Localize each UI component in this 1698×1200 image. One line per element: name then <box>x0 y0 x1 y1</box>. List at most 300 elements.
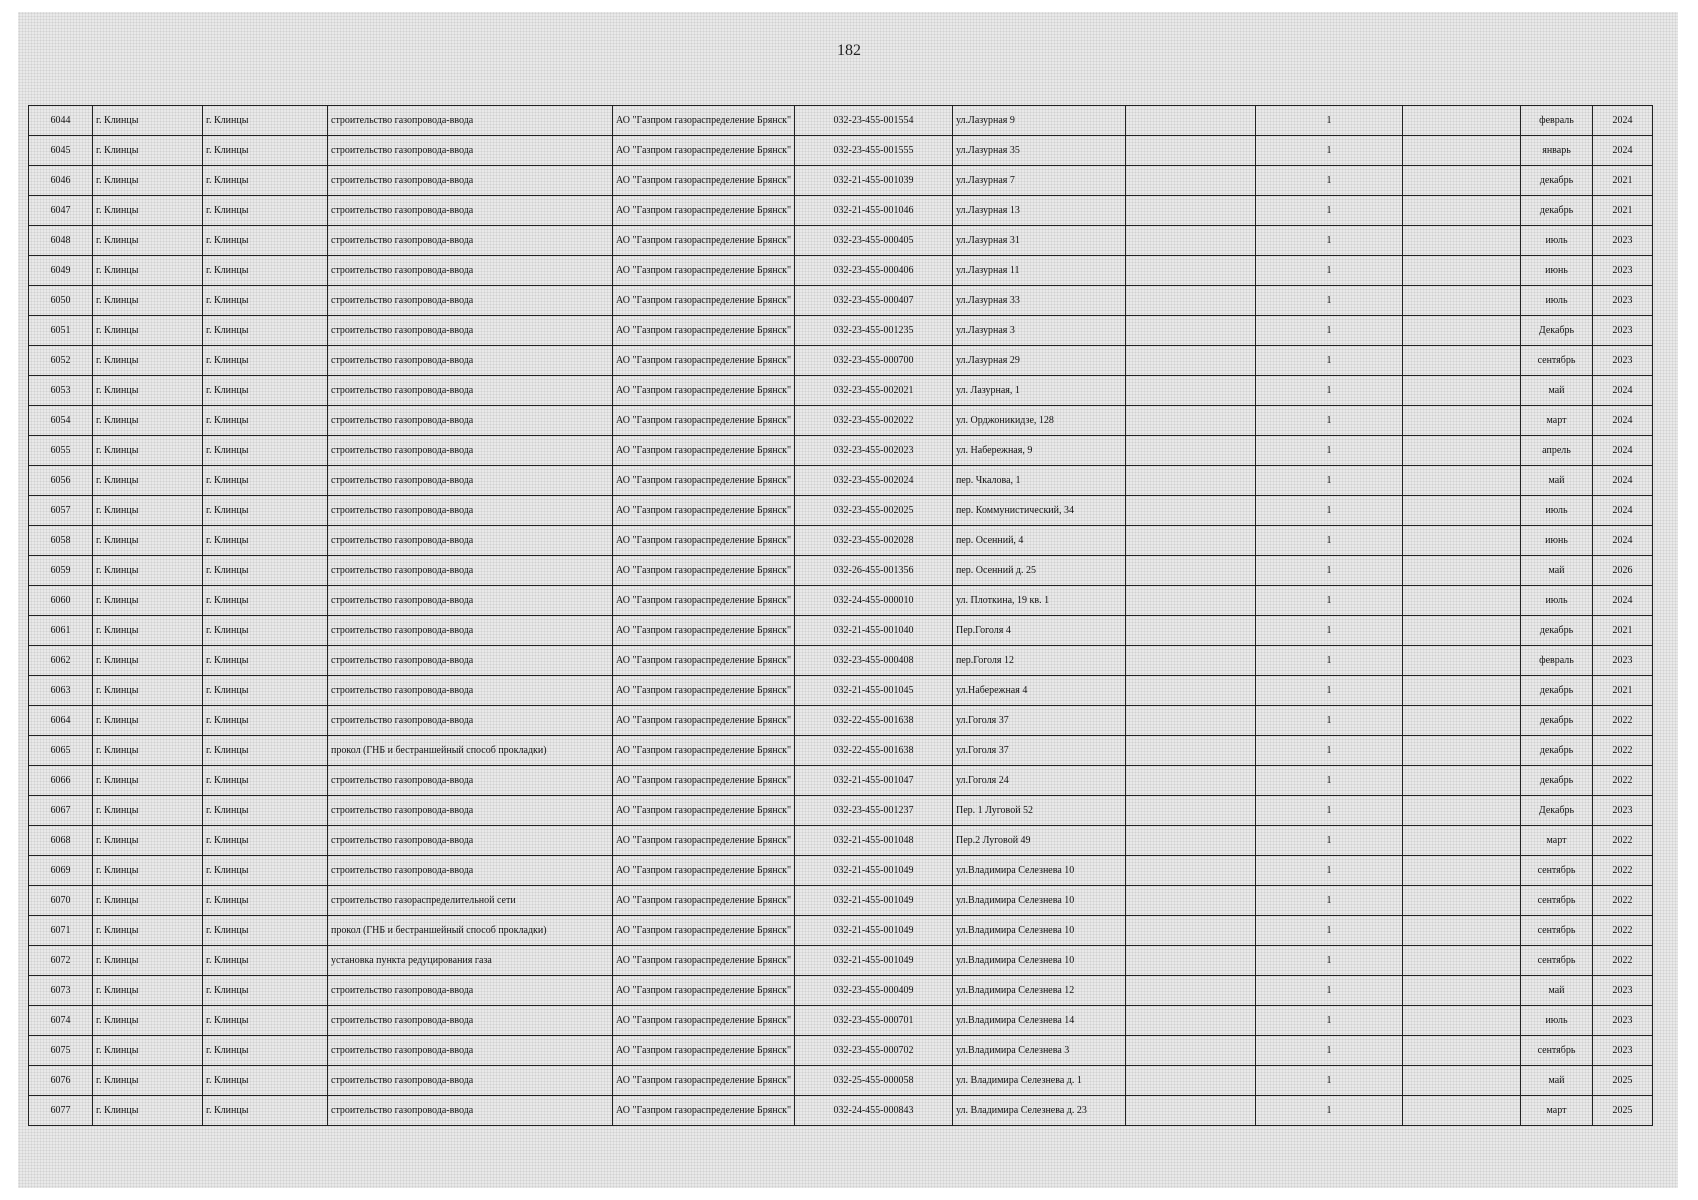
settlement-cell: г. Клинцы <box>93 856 203 886</box>
quantity-cell: 1 <box>1256 646 1403 676</box>
month-cell: март <box>1521 406 1593 436</box>
organization-cell: АО "Газпром газораспределение Брянск" <box>613 946 795 976</box>
address-cell: ул.Лазурная 33 <box>953 286 1126 316</box>
empty-cell <box>1403 496 1521 526</box>
registry-table <box>28 105 1653 1126</box>
empty-cell <box>1126 346 1256 376</box>
year-cell: 2021 <box>1593 676 1653 706</box>
year-cell: 2022 <box>1593 826 1653 856</box>
empty-cell <box>1403 646 1521 676</box>
address-cell: ул.Лазурная 9 <box>953 106 1126 136</box>
quantity-cell: 1 <box>1256 676 1403 706</box>
year-cell: 2023 <box>1593 976 1653 1006</box>
locality-cell: г. Клинцы <box>203 226 328 256</box>
work-type-cell: прокол (ГНБ и бестраншейный способ прокладки) <box>328 916 613 946</box>
table-row <box>29 526 1653 556</box>
month-cell: февраль <box>1521 106 1593 136</box>
locality-cell: г. Клинцы <box>203 286 328 316</box>
year-cell: 2021 <box>1593 166 1653 196</box>
empty-cell <box>1126 826 1256 856</box>
address-cell: Пер.2 Луговой 49 <box>953 826 1126 856</box>
locality-cell: г. Клинцы <box>203 826 328 856</box>
quantity-cell: 1 <box>1256 1006 1403 1036</box>
work-type-cell: строительство газопровода-ввода <box>328 166 613 196</box>
month-cell: май <box>1521 556 1593 586</box>
page-number: 182 <box>837 42 861 59</box>
settlement-cell: г. Клинцы <box>93 586 203 616</box>
empty-cell <box>1126 256 1256 286</box>
work-type-cell: строительство газопровода-ввода <box>328 1036 613 1066</box>
row-number-cell: 6064 <box>29 706 93 736</box>
quantity-cell: 1 <box>1256 286 1403 316</box>
row-number-cell: 6053 <box>29 376 93 406</box>
year-cell: 2024 <box>1593 136 1653 166</box>
year-cell: 2022 <box>1593 856 1653 886</box>
code-cell: 032-23-455-000405 <box>795 226 953 256</box>
organization-cell: АО "Газпром газораспределение Брянск" <box>613 676 795 706</box>
address-cell: Пер.Гоголя 4 <box>953 616 1126 646</box>
code-cell: 032-21-455-001049 <box>795 886 953 916</box>
empty-cell <box>1126 226 1256 256</box>
empty-cell <box>1126 496 1256 526</box>
row-number-cell: 6050 <box>29 286 93 316</box>
locality-cell: г. Клинцы <box>203 976 328 1006</box>
quantity-cell: 1 <box>1256 886 1403 916</box>
table-row <box>29 1036 1653 1066</box>
empty-cell <box>1126 196 1256 226</box>
organization-cell: АО "Газпром газораспределение Брянск" <box>613 136 795 166</box>
month-cell: декабрь <box>1521 166 1593 196</box>
organization-cell: АО "Газпром газораспределение Брянск" <box>613 1096 795 1126</box>
empty-cell <box>1126 376 1256 406</box>
table-row <box>29 946 1653 976</box>
organization-cell: АО "Газпром газораспределение Брянск" <box>613 166 795 196</box>
row-number-cell: 6058 <box>29 526 93 556</box>
settlement-cell: г. Клинцы <box>93 556 203 586</box>
empty-cell <box>1126 706 1256 736</box>
settlement-cell: г. Клинцы <box>93 466 203 496</box>
settlement-cell: г. Клинцы <box>93 916 203 946</box>
settlement-cell: г. Клинцы <box>93 406 203 436</box>
settlement-cell: г. Клинцы <box>93 616 203 646</box>
row-number-cell: 6073 <box>29 976 93 1006</box>
address-cell: Пер. 1 Луговой 52 <box>953 796 1126 826</box>
locality-cell: г. Клинцы <box>203 916 328 946</box>
quantity-cell: 1 <box>1256 376 1403 406</box>
code-cell: 032-23-455-002023 <box>795 436 953 466</box>
empty-cell <box>1126 796 1256 826</box>
month-cell: декабрь <box>1521 196 1593 226</box>
code-cell: 032-21-455-001048 <box>795 826 953 856</box>
code-cell: 032-21-455-001047 <box>795 766 953 796</box>
empty-cell <box>1403 526 1521 556</box>
code-cell: 032-22-455-001638 <box>795 706 953 736</box>
month-cell: июнь <box>1521 256 1593 286</box>
work-type-cell: строительство газопровода-ввода <box>328 436 613 466</box>
work-type-cell: строительство газопровода-ввода <box>328 1066 613 1096</box>
month-cell: декабрь <box>1521 706 1593 736</box>
year-cell: 2023 <box>1593 256 1653 286</box>
address-cell: ул.Лазурная 35 <box>953 136 1126 166</box>
quantity-cell: 1 <box>1256 466 1403 496</box>
organization-cell: АО "Газпром газораспределение Брянск" <box>613 406 795 436</box>
empty-cell <box>1126 916 1256 946</box>
settlement-cell: г. Клинцы <box>93 736 203 766</box>
organization-cell: АО "Газпром газораспределение Брянск" <box>613 556 795 586</box>
locality-cell: г. Клинцы <box>203 1006 328 1036</box>
year-cell: 2024 <box>1593 586 1653 616</box>
organization-cell: АО "Газпром газораспределение Брянск" <box>613 916 795 946</box>
year-cell: 2023 <box>1593 1006 1653 1036</box>
work-type-cell: строительство газопровода-ввода <box>328 766 613 796</box>
settlement-cell: г. Клинцы <box>93 196 203 226</box>
settlement-cell: г. Клинцы <box>93 646 203 676</box>
row-number-cell: 6047 <box>29 196 93 226</box>
code-cell: 032-26-455-001356 <box>795 556 953 586</box>
table-row <box>29 976 1653 1006</box>
quantity-cell: 1 <box>1256 316 1403 346</box>
row-number-cell: 6062 <box>29 646 93 676</box>
row-number-cell: 6052 <box>29 346 93 376</box>
settlement-cell: г. Клинцы <box>93 226 203 256</box>
year-cell: 2024 <box>1593 466 1653 496</box>
organization-cell: АО "Газпром газораспределение Брянск" <box>613 976 795 1006</box>
table-row <box>29 1066 1653 1096</box>
table-row <box>29 676 1653 706</box>
work-type-cell: строительство газопровода-ввода <box>328 1006 613 1036</box>
empty-cell <box>1126 856 1256 886</box>
address-cell: ул.Гоголя 24 <box>953 766 1126 796</box>
empty-cell <box>1403 556 1521 586</box>
empty-cell <box>1126 316 1256 346</box>
work-type-cell: строительство газопровода-ввода <box>328 226 613 256</box>
code-cell: 032-25-455-000058 <box>795 1066 953 1096</box>
table-row <box>29 826 1653 856</box>
locality-cell: г. Клинцы <box>203 646 328 676</box>
code-cell: 032-23-455-000700 <box>795 346 953 376</box>
organization-cell: АО "Газпром газораспределение Брянск" <box>613 496 795 526</box>
organization-cell: АО "Газпром газораспределение Брянск" <box>613 766 795 796</box>
year-cell: 2023 <box>1593 286 1653 316</box>
empty-cell <box>1126 586 1256 616</box>
month-cell: февраль <box>1521 646 1593 676</box>
locality-cell: г. Клинцы <box>203 316 328 346</box>
locality-cell: г. Клинцы <box>203 556 328 586</box>
row-number-cell: 6049 <box>29 256 93 286</box>
table-row <box>29 166 1653 196</box>
work-type-cell: строительство газопровода-ввода <box>328 826 613 856</box>
quantity-cell: 1 <box>1256 526 1403 556</box>
year-cell: 2023 <box>1593 1036 1653 1066</box>
table-row <box>29 346 1653 376</box>
locality-cell: г. Клинцы <box>203 196 328 226</box>
settlement-cell: г. Клинцы <box>93 526 203 556</box>
empty-cell <box>1403 946 1521 976</box>
work-type-cell: строительство газопровода-ввода <box>328 376 613 406</box>
work-type-cell: установка пункта редуцирования газа <box>328 946 613 976</box>
table-row <box>29 136 1653 166</box>
empty-cell <box>1126 406 1256 436</box>
month-cell: июнь <box>1521 526 1593 556</box>
quantity-cell: 1 <box>1256 1066 1403 1096</box>
table-row <box>29 436 1653 466</box>
month-cell: сентябрь <box>1521 856 1593 886</box>
organization-cell: АО "Газпром газораспределение Брянск" <box>613 376 795 406</box>
locality-cell: г. Клинцы <box>203 1066 328 1096</box>
locality-cell: г. Клинцы <box>203 526 328 556</box>
code-cell: 032-23-455-001237 <box>795 796 953 826</box>
table-row <box>29 616 1653 646</box>
table-body <box>29 106 1653 1126</box>
locality-cell: г. Клинцы <box>203 436 328 466</box>
settlement-cell: г. Клинцы <box>93 1066 203 1096</box>
empty-cell <box>1403 196 1521 226</box>
address-cell: ул.Владимира Селезнева 10 <box>953 946 1126 976</box>
code-cell: 032-23-455-002024 <box>795 466 953 496</box>
address-cell: ул. Набережная, 9 <box>953 436 1126 466</box>
row-number-cell: 6060 <box>29 586 93 616</box>
quantity-cell: 1 <box>1256 616 1403 646</box>
address-cell: ул. Орджоникидзе, 128 <box>953 406 1126 436</box>
empty-cell <box>1126 616 1256 646</box>
empty-cell <box>1403 346 1521 376</box>
empty-cell <box>1126 676 1256 706</box>
work-type-cell: строительство газопровода-ввода <box>328 1096 613 1126</box>
code-cell: 032-23-455-002021 <box>795 376 953 406</box>
row-number-cell: 6055 <box>29 436 93 466</box>
row-number-cell: 6046 <box>29 166 93 196</box>
quantity-cell: 1 <box>1256 856 1403 886</box>
row-number-cell: 6057 <box>29 496 93 526</box>
organization-cell: АО "Газпром газораспределение Брянск" <box>613 616 795 646</box>
table-row <box>29 766 1653 796</box>
locality-cell: г. Клинцы <box>203 406 328 436</box>
code-cell: 032-24-455-000010 <box>795 586 953 616</box>
empty-cell <box>1403 856 1521 886</box>
month-cell: май <box>1521 976 1593 1006</box>
table-row <box>29 706 1653 736</box>
organization-cell: АО "Газпром газораспределение Брянск" <box>613 286 795 316</box>
organization-cell: АО "Газпром газораспределение Брянск" <box>613 226 795 256</box>
locality-cell: г. Клинцы <box>203 706 328 736</box>
address-cell: ул.Гоголя 37 <box>953 736 1126 766</box>
locality-cell: г. Клинцы <box>203 136 328 166</box>
address-cell: пер. Коммунистический, 34 <box>953 496 1126 526</box>
address-cell: ул. Плоткина, 19 кв. 1 <box>953 586 1126 616</box>
row-number-cell: 6054 <box>29 406 93 436</box>
table-row <box>29 196 1653 226</box>
settlement-cell: г. Клинцы <box>93 676 203 706</box>
empty-cell <box>1126 526 1256 556</box>
row-number-cell: 6066 <box>29 766 93 796</box>
address-cell: ул.Лазурная 13 <box>953 196 1126 226</box>
empty-cell <box>1403 586 1521 616</box>
code-cell: 032-21-455-001049 <box>795 856 953 886</box>
empty-cell <box>1403 616 1521 646</box>
locality-cell: г. Клинцы <box>203 106 328 136</box>
empty-cell <box>1126 1066 1256 1096</box>
code-cell: 032-23-455-001554 <box>795 106 953 136</box>
row-number-cell: 6074 <box>29 1006 93 1036</box>
address-cell: пер. Чкалова, 1 <box>953 466 1126 496</box>
settlement-cell: г. Клинцы <box>93 286 203 316</box>
locality-cell: г. Клинцы <box>203 676 328 706</box>
empty-cell <box>1403 766 1521 796</box>
code-cell: 032-23-455-002022 <box>795 406 953 436</box>
settlement-cell: г. Клинцы <box>93 766 203 796</box>
work-type-cell: строительство газопровода-ввода <box>328 676 613 706</box>
table-row <box>29 406 1653 436</box>
empty-cell <box>1126 1096 1256 1126</box>
address-cell: пер. Осенний, 4 <box>953 526 1126 556</box>
year-cell: 2025 <box>1593 1096 1653 1126</box>
address-cell: ул.Владимира Селезнева 10 <box>953 916 1126 946</box>
address-cell: ул.Набережная 4 <box>953 676 1126 706</box>
year-cell: 2023 <box>1593 316 1653 346</box>
quantity-cell: 1 <box>1256 136 1403 166</box>
table-row <box>29 286 1653 316</box>
organization-cell: АО "Газпром газораспределение Брянск" <box>613 316 795 346</box>
table-row <box>29 556 1653 586</box>
organization-cell: АО "Газпром газораспределение Брянск" <box>613 1006 795 1036</box>
code-cell: 032-24-455-000843 <box>795 1096 953 1126</box>
table-row <box>29 796 1653 826</box>
quantity-cell: 1 <box>1256 196 1403 226</box>
settlement-cell: г. Клинцы <box>93 826 203 856</box>
month-cell: июль <box>1521 226 1593 256</box>
locality-cell: г. Клинцы <box>203 256 328 286</box>
settlement-cell: г. Клинцы <box>93 886 203 916</box>
locality-cell: г. Клинцы <box>203 466 328 496</box>
locality-cell: г. Клинцы <box>203 376 328 406</box>
code-cell: 032-23-455-001235 <box>795 316 953 346</box>
year-cell: 2022 <box>1593 946 1653 976</box>
month-cell: март <box>1521 1096 1593 1126</box>
year-cell: 2024 <box>1593 106 1653 136</box>
quantity-cell: 1 <box>1256 976 1403 1006</box>
settlement-cell: г. Клинцы <box>93 796 203 826</box>
quantity-cell: 1 <box>1256 406 1403 436</box>
month-cell: май <box>1521 376 1593 406</box>
row-number-cell: 6051 <box>29 316 93 346</box>
code-cell: 032-23-455-002028 <box>795 526 953 556</box>
code-cell: 032-23-455-000408 <box>795 646 953 676</box>
work-type-cell: строительство газопровода-ввода <box>328 856 613 886</box>
year-cell: 2022 <box>1593 766 1653 796</box>
table-row <box>29 886 1653 916</box>
code-cell: 032-23-455-000702 <box>795 1036 953 1066</box>
table-row <box>29 316 1653 346</box>
organization-cell: АО "Газпром газораспределение Брянск" <box>613 796 795 826</box>
work-type-cell: строительство газопровода-ввода <box>328 796 613 826</box>
month-cell: сентябрь <box>1521 1036 1593 1066</box>
address-cell: пер.Гоголя 12 <box>953 646 1126 676</box>
quantity-cell: 1 <box>1256 496 1403 526</box>
month-cell: июль <box>1521 286 1593 316</box>
empty-cell <box>1403 1006 1521 1036</box>
address-cell: ул. Владимира Селезнева д. 23 <box>953 1096 1126 1126</box>
code-cell: 032-23-455-002025 <box>795 496 953 526</box>
month-cell: Декабрь <box>1521 796 1593 826</box>
month-cell: декабрь <box>1521 676 1593 706</box>
table-row <box>29 466 1653 496</box>
empty-cell <box>1403 466 1521 496</box>
quantity-cell: 1 <box>1256 766 1403 796</box>
organization-cell: АО "Газпром газораспределение Брянск" <box>613 526 795 556</box>
month-cell: декабрь <box>1521 736 1593 766</box>
organization-cell: АО "Газпром газораспределение Брянск" <box>613 586 795 616</box>
month-cell: сентябрь <box>1521 346 1593 376</box>
row-number-cell: 6072 <box>29 946 93 976</box>
empty-cell <box>1403 166 1521 196</box>
table-row <box>29 106 1653 136</box>
code-cell: 032-23-455-000409 <box>795 976 953 1006</box>
empty-cell <box>1403 286 1521 316</box>
settlement-cell: г. Клинцы <box>93 346 203 376</box>
month-cell: сентябрь <box>1521 886 1593 916</box>
empty-cell <box>1403 256 1521 286</box>
address-cell: ул.Владимира Селезнева 3 <box>953 1036 1126 1066</box>
address-cell: ул.Лазурная 31 <box>953 226 1126 256</box>
row-number-cell: 6063 <box>29 676 93 706</box>
month-cell: май <box>1521 1066 1593 1096</box>
row-number-cell: 6068 <box>29 826 93 856</box>
month-cell: январь <box>1521 136 1593 166</box>
work-type-cell: строительство газопровода-ввода <box>328 556 613 586</box>
locality-cell: г. Клинцы <box>203 1036 328 1066</box>
empty-cell <box>1126 886 1256 916</box>
quantity-cell: 1 <box>1256 1096 1403 1126</box>
month-cell: декабрь <box>1521 766 1593 796</box>
row-number-cell: 6065 <box>29 736 93 766</box>
table-row <box>29 1006 1653 1036</box>
year-cell: 2022 <box>1593 886 1653 916</box>
empty-cell <box>1403 316 1521 346</box>
month-cell: сентябрь <box>1521 916 1593 946</box>
address-cell: ул.Владимира Селезнева 10 <box>953 856 1126 886</box>
locality-cell: г. Клинцы <box>203 856 328 886</box>
empty-cell <box>1126 646 1256 676</box>
empty-cell <box>1126 766 1256 796</box>
month-cell: сентябрь <box>1521 946 1593 976</box>
table-row <box>29 586 1653 616</box>
table-row <box>29 376 1653 406</box>
organization-cell: АО "Газпром газораспределение Брянск" <box>613 346 795 376</box>
table-row <box>29 496 1653 526</box>
locality-cell: г. Клинцы <box>203 346 328 376</box>
table-row <box>29 856 1653 886</box>
quantity-cell: 1 <box>1256 586 1403 616</box>
row-number-cell: 6077 <box>29 1096 93 1126</box>
settlement-cell: г. Клинцы <box>93 136 203 166</box>
empty-cell <box>1126 556 1256 586</box>
empty-cell <box>1403 976 1521 1006</box>
quantity-cell: 1 <box>1256 946 1403 976</box>
year-cell: 2024 <box>1593 496 1653 526</box>
year-cell: 2024 <box>1593 526 1653 556</box>
row-number-cell: 6044 <box>29 106 93 136</box>
code-cell: 032-21-455-001049 <box>795 916 953 946</box>
empty-cell <box>1126 106 1256 136</box>
work-type-cell: строительство газопровода-ввода <box>328 466 613 496</box>
year-cell: 2022 <box>1593 706 1653 736</box>
quantity-cell: 1 <box>1256 706 1403 736</box>
settlement-cell: г. Клинцы <box>93 496 203 526</box>
empty-cell <box>1126 136 1256 166</box>
address-cell: ул.Гоголя 37 <box>953 706 1126 736</box>
year-cell: 2024 <box>1593 406 1653 436</box>
empty-cell <box>1403 406 1521 436</box>
